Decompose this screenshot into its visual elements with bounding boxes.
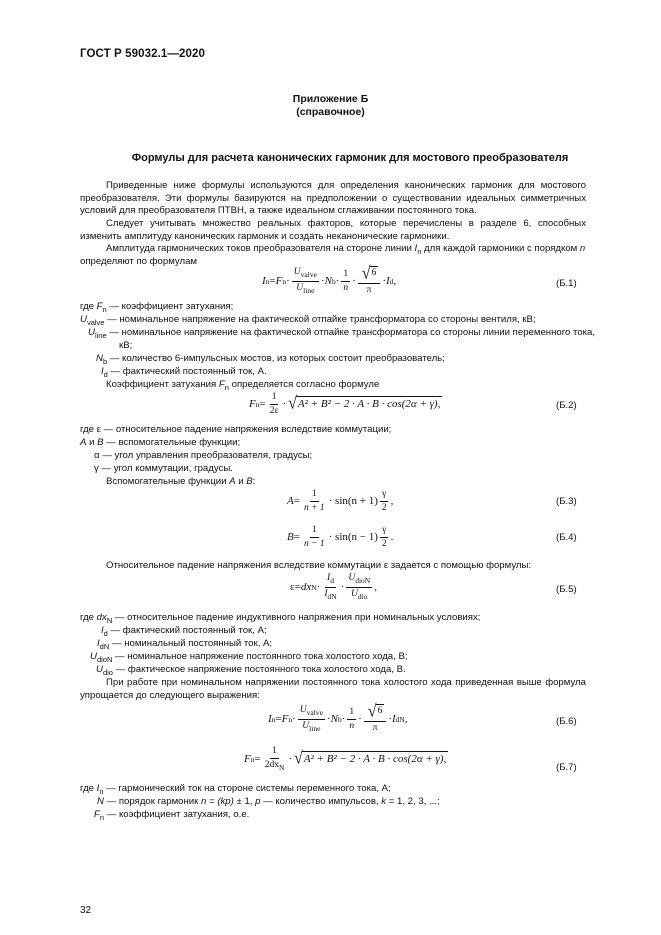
def-IdN: $I_{dN}$ — номинальный постоянный ток, А; [97, 638, 273, 651]
def-Uline-units: кВ; [119, 340, 133, 351]
paragraph-amplitude-end: определяют по формулам [80, 256, 198, 267]
def-Fn: где $F_n$ — коэффициент затухания; [80, 301, 234, 314]
paragraph-factors: Следует учитывать множество реальных факторов, которые перечислены в разделе 6, способных изменить амплитуду канонических гармоник и создать неканонические гармоники. [80, 218, 586, 242]
paragraph-intro: Приведенные ниже формулы используются для определения канонических гармоник для мостового преобразователя. Эти формулы базируются на предположении о существовании идеальных симметричных условий для преобразователя ПТВН, а также идеальном сглаживании постоянного тока. [80, 180, 586, 217]
eq-number-b1: (Б.1) [556, 278, 577, 289]
eq-number-b4: (Б.4) [556, 532, 577, 543]
appendix-title: Приложение Б [292, 93, 369, 105]
formula-b6: I n = F n · $\frac{U_{valve}}{U_{line}}$ · N b · $\frac{1}{n}$ · √ 6 π · I dN , [268, 702, 408, 733]
def-dxN: где $dx_N$ — относительное падение индуктивного напряжения при номинальных условиях; [80, 612, 481, 625]
def-Fn-2: $F_n$ — коэффициент затухания, о.е. [94, 809, 250, 822]
def-Nb: $N_b$ — количество 6-импульсных мостов, из которых состоит преобразователь; [96, 353, 445, 366]
appendix-subtitle: (справочное) [296, 106, 365, 118]
formula-b4: B = $\frac{1}{n - 1}$ · sin(n − 1) $\frac{\gamma}{2}$ . [287, 524, 394, 549]
def-Id-2: $I_d$ — фактический постоянный ток, А; [101, 625, 267, 638]
def-Id: $I_d$ — фактический постоянный ток, А. [101, 366, 267, 379]
standard-header: ГОСТ Р 59032.1—2020 [80, 48, 205, 60]
def-Udio: $U_{dio}$ — фактическое напряжение постоянного тока холостого хода, В. [96, 664, 406, 677]
eq-number-b6: (Б.6) [556, 716, 577, 727]
paragraph-damping: Коэффициент затухания $F_n$ определяется согласно формуле [106, 379, 380, 392]
eq-number-b2: (Б.2) [556, 400, 577, 411]
def-gamma: γ — угол коммутации, градусы. [94, 463, 233, 474]
eq-number-b7: (Б.7) [556, 762, 577, 773]
def-Uvalve: $U_{valve}$ — номинальное напряжение на фактической отпайке трансформатора со стороны вентиля, кВ; [80, 314, 536, 327]
paragraph-commutation: Относительное падение напряжения вследствие коммутации ε задается с помощью формулы: [106, 560, 532, 571]
def-N: N — порядок гармоник n = (kp) ± 1, p — количество импульсов, k = 1, 2, 3, ...; [97, 796, 440, 807]
def-In: где $I_n$ — гармонический ток на стороне системы переменного тока, А; [80, 783, 391, 796]
formula-b3: A = $\frac{1}{n + 1}$ · sin(n + 1) $\frac{\gamma}{2}$ , [287, 488, 394, 513]
formula-b5: ε = dx N · $\frac{I_d}{I_{dN}}$ · $\frac{U_{dioN}}{U_{dio}}$ , [290, 572, 377, 601]
def-alpha: α — угол управления преобразователя, градусы; [94, 450, 313, 461]
def-epsilon: где ε — относительное падение напряжения вследствие коммутации; [80, 424, 392, 435]
eq-number-b5: (Б.5) [556, 584, 577, 595]
eq-number-b3: (Б.3) [556, 496, 577, 507]
def-Uline: $U_{line}$ — номинальное напряжение на фактической отпайке трансформатора со стороны линии переменного тока, [88, 327, 596, 340]
paragraph-aux: Вспомогательные функции A и B: [106, 476, 256, 487]
page-number: 32 [80, 905, 92, 916]
section-title: Формулы для расчета канонических гармоник для мостового преобразователя [131, 152, 569, 164]
paragraph-amplitude: Амплитуда гармонических токов преобразователя на стороне линии $I_n$ для каждой гармоники с порядком n [106, 243, 586, 256]
formula-b1: I n = F n · $\frac{U_{valve}}{U_{line}}$ · N b · $\frac{1}{n}$ · √ 6 π · I d , [262, 264, 397, 295]
formula-b7: F n = $\frac{1}{2dx_N}$ · √ A² + B² − 2 · A · B · cos(2α + γ), [244, 745, 447, 772]
def-UdioN: $U_{dioN}$ — номинальное напряжение постоянного тока холостого хода, В; [90, 651, 408, 664]
paragraph-nominal: При работе при номинальном напряжении постоянного тока холостого хода приведенная выше формула упрощается до следующего выражения: [80, 677, 586, 701]
def-AB: A и B — вспомогательные функции; [80, 437, 241, 448]
formula-b2: F n = $\frac{1}{2\varepsilon}$ · √ A² + B² − 2 · A · B · cos(2α + γ), [249, 391, 441, 416]
